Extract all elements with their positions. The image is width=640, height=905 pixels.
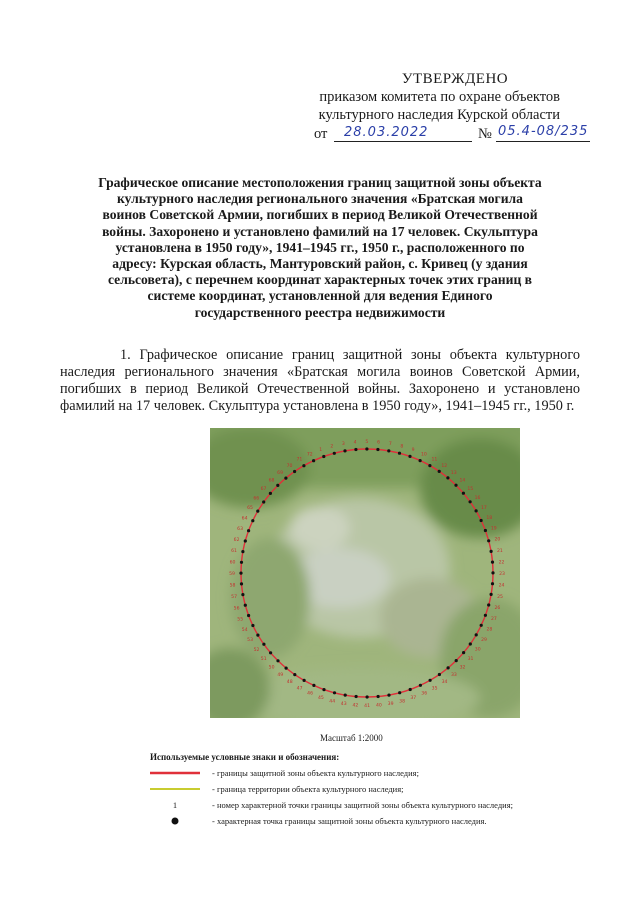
order-number: 05.4-08/235 [498,124,589,139]
boundary-point-number: 17 [480,505,487,511]
boundary-point-number: 45 [317,696,324,702]
boundary-point [333,691,336,694]
boundary-point-number: 56 [233,606,240,612]
boundary-point [455,659,458,662]
boundary-point-number: 34 [441,680,448,686]
boundary-point [387,694,390,697]
boundary-point [262,643,265,646]
map-scale: Масштаб 1:2000 [320,733,383,743]
boundary-point [462,651,465,654]
legend [150,752,570,830]
boundary-point [419,459,422,462]
legend-text-3: - номер характерной точки границы защитной зоны объекта культурного наследия; [212,800,513,810]
boundary-point [428,464,431,467]
boundary-point-number: 9 [411,447,415,453]
boundary-point [387,449,390,452]
boundary-point [276,484,279,487]
boundary-point-number: 22 [498,560,505,566]
boundary-point [491,582,494,585]
boundary-point-number: 10 [420,452,427,458]
legend-row-dot [150,814,570,830]
approval-block [300,70,600,146]
legend-text-1: - границы защитной зоны объекта культурного наследия; [212,768,419,778]
boundary-point-number: 58 [229,583,236,589]
boundary-point [409,688,412,691]
boundary-point [354,448,357,451]
boundary-point [376,448,379,451]
document-title: Графическое описание местоположения границ защитной зоны объекта культурного наследия регионального значения «Братская могила воинов Советской Армии, погибших в период Великой Отечественной войны. Захоронено и установлено фамилий на 17 человек. Скульптура установлена в 1950 году», 1941–1945 гг., 1950 г., расположенного по адресу: Курская область, Мантуровский район, с. Кривец (у здания сельсовета), с перечнем координат характерных точек этих границ в системе координат, установленной для ведения Единого государственного реестра недвижимости [98,175,542,320]
boundary-point [491,571,494,574]
legend-text-2: - граница территории объекта культурного наследия; [212,784,404,794]
boundary-point-number: 64 [241,516,248,522]
boundary-point-number: 70 [286,463,293,469]
boundary-point-number: 63 [237,527,244,532]
boundary-point [408,455,411,458]
boundary-point-number: 68 [268,478,275,484]
boundary-point-number: 8 [400,444,404,450]
boundary-point [487,539,490,542]
boundary-point-number: 30 [474,647,481,653]
boundary-point-number: 32 [459,665,466,671]
boundary-point [487,603,490,606]
boundary-point-number: 11 [431,457,438,463]
legend-row-number [150,798,570,814]
boundary-point-number: 24 [498,583,505,589]
point-number-symbol: 1 [172,800,178,810]
boundary-point-number: 41 [364,704,371,709]
boundary-point-number: 27 [490,617,497,622]
boundary-point [398,691,401,694]
boundary-point [475,633,478,636]
boundary-point [269,492,272,495]
boundary-point [454,484,457,487]
boundary-point-number: 53 [247,638,254,644]
boundary-point [284,477,287,480]
boundary-point [244,539,247,542]
order-row [300,124,600,146]
boundary-point [312,684,315,687]
boundary-point-number: 25 [497,594,503,600]
boundary-point [484,614,487,617]
boundary-point [240,582,243,585]
boundary-point-number: 65 [247,506,253,512]
boundary-point-number: 55 [237,617,244,623]
boundary-point [247,529,250,532]
boundary-point [447,666,450,669]
boundary-point [462,492,465,495]
boundary-point-number: 20 [494,537,501,543]
boundary-point [446,476,449,479]
approval-line-1: приказом комитета по охране объектов [319,89,560,105]
boundary-point-number: 23 [499,571,505,577]
boundary-point-number: 33 [450,673,457,678]
red-line-symbol [150,766,200,780]
boundary-point-number: 36 [421,691,428,697]
boundary-point-number: 47 [296,686,303,692]
boundary-point-number: 38 [399,699,406,705]
boundary-point [239,572,242,575]
boundary-point-number: 21 [496,549,503,554]
boundary-point [251,519,254,522]
boundary-point [438,673,441,676]
boundary-point-number: 44 [329,699,336,705]
boundary-point [469,500,472,503]
boundary-point [247,614,250,617]
boundary-point [484,529,487,532]
point-dot-symbol [150,814,200,828]
boundary-point [429,679,432,682]
boundary-point-number: 59 [229,572,235,578]
boundary-point-number: 37 [410,696,417,701]
boundary-point [256,510,259,513]
boundary-point [244,604,247,607]
boundary-point-number: 16 [474,496,481,502]
boundary-point-number: 2 [330,444,334,450]
boundary-point-number: 66 [253,496,260,502]
boundary-point-number: 54 [241,627,248,633]
boundary-point [241,593,244,596]
legend-text-4: - характерная точка границы защитной зоны объекта культурного наследия. [212,816,487,826]
boundary-point-number: 49 [277,673,284,679]
boundary-point [438,470,441,473]
boundary-point [240,561,243,564]
boundary-point [303,679,306,682]
boundary-point-number: 12 [441,463,448,469]
boundary-point [419,684,422,687]
approval-line-2: культурного наследия Курской области [318,107,560,123]
paragraph-1 [60,347,580,415]
boundary-point-number: 28 [486,627,493,633]
boundary-point-number: 50 [268,665,275,671]
boundary-point-number: 57 [231,595,238,600]
paragraph-text: 1. Графическое описание границ защитной зоны объекта культурного наследия регионального значения «Братская могила воинов Советской Армии, погибших в период Великой Отечественной войны. Захоронено и установлено фамилий на 17 человек. Скульптура установлена в 1950 году», 1941–1945 гг., 1950 г. [60,347,580,414]
boundary-point [302,464,305,467]
boundary-point [251,624,254,627]
boundary-point [469,642,472,645]
boundary-point-number: 7 [388,442,392,447]
boundary-point-number: 18 [486,516,493,522]
order-date: 28.03.2022 [344,125,429,140]
boundary-point-number: 1 [319,448,323,453]
boundary-point-number: 15 [467,487,474,493]
boundary-point [312,459,315,462]
boundary-point [480,519,483,522]
boundary-map [210,428,520,718]
boundary-point-number: 5 [365,440,369,445]
boundary-point [366,695,369,698]
number-sign: № [478,126,492,142]
boundary-point [491,561,494,564]
boundary-point-number: 42 [352,703,359,709]
boundary-point-number: 4 [353,440,357,446]
boundary-point-number: 39 [387,702,394,707]
approved-heading: УТВЕРЖДЕНО [401,71,509,87]
boundary-point-number: 26 [494,606,501,611]
boundary-point [398,452,401,455]
boundary-point-number: 61 [231,549,237,555]
boundary-point-number: 62 [233,538,240,543]
boundary-point-number: 69 [277,471,284,476]
boundary-point-number: 48 [286,680,293,686]
boundary-point [322,688,325,691]
boundary-point [355,695,358,698]
boundary-point-number: 40 [375,703,382,709]
boundary-point [293,673,296,676]
boundary-point [490,593,493,596]
boundary-point-number: 52 [253,647,260,653]
number-underline [496,141,590,142]
boundary-point-number: 14 [459,478,466,484]
boundary-point [256,634,259,637]
boundary-point-number: 51 [260,656,267,662]
boundary-point [241,550,244,553]
boundary-point-number: 60 [229,560,236,566]
boundary-point [344,694,347,697]
boundary-point [343,449,346,452]
yellow-line-symbol [150,782,200,796]
boundary-map-svg [210,428,520,718]
boundary-point [490,550,493,553]
boundary-point [480,624,483,627]
boundary-point-number: 6 [377,440,381,446]
legend-row-red-line [150,766,570,782]
from-label: от [314,126,328,142]
boundary-point-number: 67 [260,487,267,493]
boundary-point-number: 71 [296,457,303,463]
legend-heading: Используемые условные знаки и обозначения: [150,752,340,762]
boundary-point [377,695,380,698]
boundary-point [269,651,272,654]
boundary-point [293,470,296,473]
boundary-point [322,455,325,458]
boundary-point-number: 19 [490,526,497,532]
boundary-point [276,659,279,662]
boundary-point-number: 29 [481,637,487,643]
boundary-point-number: 43 [340,702,347,707]
legend-row-yellow-line [150,782,570,798]
boundary-point-number: 3 [341,442,345,447]
boundary-point-number: 31 [467,656,474,662]
boundary-point-number: 72 [306,452,313,458]
boundary-point [285,667,288,670]
boundary-point-number: 35 [431,686,438,692]
boundary-point [333,452,336,455]
boundary-point-number: 46 [307,691,314,697]
boundary-point [475,509,478,512]
boundary-point [262,500,265,503]
boundary-point [365,447,368,450]
boundary-point-number: 13 [450,470,457,476]
